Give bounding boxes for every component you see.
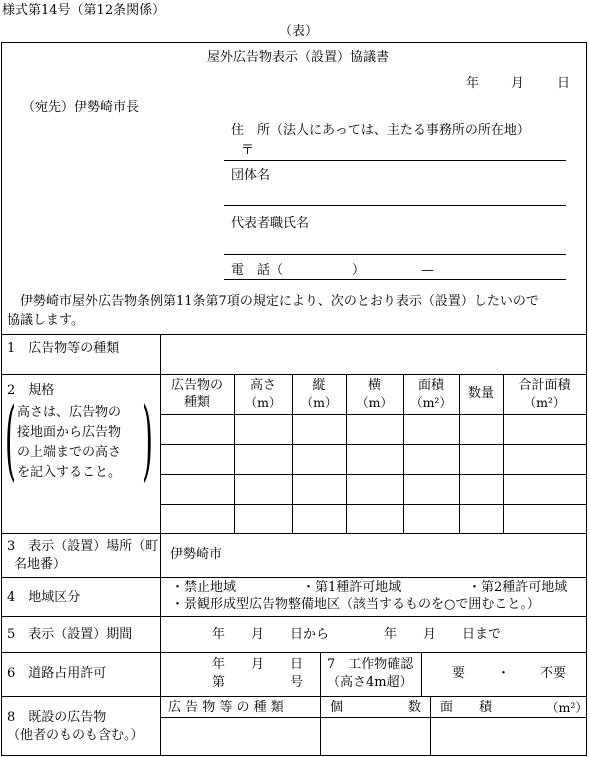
s1-value-field[interactable] — [161, 335, 586, 374]
spec-header-type-1: 広告物の — [170, 378, 223, 393]
note-bracket-right: ) — [142, 388, 153, 491]
s6-date: 年 月 日 — [212, 657, 304, 672]
intro-line2: 協議します。 — [7, 313, 84, 328]
spec-header-total-area-2: （m²） — [523, 395, 566, 410]
spec-header-vertical-2: （m） — [300, 395, 338, 410]
s6-number: 第 号 — [212, 675, 304, 690]
spec-row3-line — [160, 504, 587, 505]
row4-bottom-line — [1, 616, 587, 617]
s6-s7-divider — [320, 652, 321, 696]
s3-value: 伊勢崎市 — [170, 547, 223, 562]
date-year: 年 — [466, 76, 480, 91]
rep-label: 代表者職氏名 — [231, 216, 310, 231]
s2-note-4: を記入すること。 — [17, 465, 122, 480]
s7-value-divider — [421, 652, 422, 696]
row6-bottom-line — [1, 696, 587, 697]
s6-label: 6 道路占用許可 — [7, 666, 107, 681]
intro-line1: 伊勢崎市屋外広告物条例第11条第7項の規定により、次のとおり表示（設置）したいので — [20, 294, 539, 309]
s8-col-count-a: 個 — [330, 700, 344, 715]
s2-note-2: 接地面から広告物 — [17, 425, 122, 440]
s2-note-1: 高さは、広告物の — [17, 405, 122, 420]
s8-col-area: 面 積 — [440, 700, 493, 715]
phone-close: ） — [352, 263, 366, 278]
spec-header-horizontal-1: 横 — [367, 378, 381, 393]
date-month: 月 — [511, 76, 525, 91]
spec-header-quantity: 数量 — [467, 386, 494, 401]
s4-option-landscape: ・景観形成型広告物整備地区（該当するものを○で囲むこと。） — [171, 597, 540, 612]
form-title: 屋外広告物表示（設置）協議書 — [207, 50, 390, 65]
address-line — [224, 160, 566, 161]
spec-row2-line — [160, 474, 587, 475]
spec-header-area-1: 面積 — [417, 378, 444, 393]
s2-note-3: の上端までの高さ — [17, 445, 122, 460]
s4-option-prohibited: ・禁止地域 — [171, 580, 237, 595]
s2-label: 2 規格 — [7, 383, 55, 398]
s4-option-type2: ・第2種許可地域 — [468, 580, 568, 595]
spec-header-vertical-1: 縦 — [312, 378, 326, 393]
s7-label-1: 7 工作物確認 — [327, 657, 414, 672]
s8-col-count-b: 数 — [408, 700, 422, 715]
spec-header-total-area-1: 合計面積 — [518, 378, 571, 393]
row2-bottom-line — [1, 533, 587, 534]
spec-header-height-2: （m） — [244, 395, 282, 410]
org-label: 団体名 — [231, 168, 271, 183]
s7-label-2: （高さ4m超） — [327, 675, 413, 690]
side-label: （表） — [279, 24, 319, 39]
addressee: （宛先）伊勢崎市長 — [22, 100, 140, 115]
s8-header-line — [160, 717, 587, 718]
s3-label-1: 3 表示（設置）場所（町 — [7, 539, 159, 554]
s8-col-div — [320, 696, 321, 756]
postal-mark: 〒 — [241, 143, 255, 158]
spec-header-type-2: 種類 — [183, 395, 210, 410]
s4-label: 4 地域区分 — [7, 590, 81, 605]
s1-label: 1 広告物等の種類 — [7, 341, 120, 356]
form-number: 様式第14号（第12条関係） — [2, 3, 166, 18]
s4-option-type1: ・第1種許可地域 — [302, 580, 402, 595]
note-bracket-left: ( — [5, 388, 16, 491]
s8-label-2: （他者のものも含む。） — [7, 728, 144, 743]
s8-col-area-unit: （m²） — [546, 700, 588, 715]
s7-separator: ・ — [497, 666, 511, 681]
s8-col-type: 広 告 物 等 の 種 類 — [168, 700, 284, 715]
s3-label-2: 名地番） — [14, 557, 67, 572]
spec-header-line — [160, 414, 587, 415]
spec-header-area-2: （m²） — [410, 395, 452, 410]
s8-col-div — [430, 696, 431, 756]
s5-to: 年 月 日まで — [384, 627, 502, 642]
spec-row1-line — [160, 444, 587, 445]
rep-line — [224, 254, 566, 255]
spec-header-horizontal-2: （m） — [356, 395, 393, 410]
phone-line — [224, 279, 566, 280]
phone-dash: — — [421, 263, 434, 278]
address-label: 住 所（法人にあっては、主たる事務所の所在地） — [231, 123, 530, 138]
s7-option-not-required: 不要 — [540, 666, 567, 681]
date-day: 日 — [557, 76, 571, 91]
s5-label: 5 表示（設置）期間 — [7, 627, 133, 642]
row3-bottom-line — [1, 577, 587, 578]
row1-bottom-line — [1, 374, 587, 375]
row5-bottom-line — [1, 652, 587, 653]
s7-option-required: 要 — [452, 666, 466, 681]
spec-header-height-1: 高さ — [249, 378, 276, 393]
s8-label-1: 8 既設の広告物 — [7, 710, 107, 725]
org-line — [224, 205, 566, 206]
s5-from: 年 月 日から — [212, 627, 330, 642]
phone-label: 電 話（ — [231, 263, 284, 278]
